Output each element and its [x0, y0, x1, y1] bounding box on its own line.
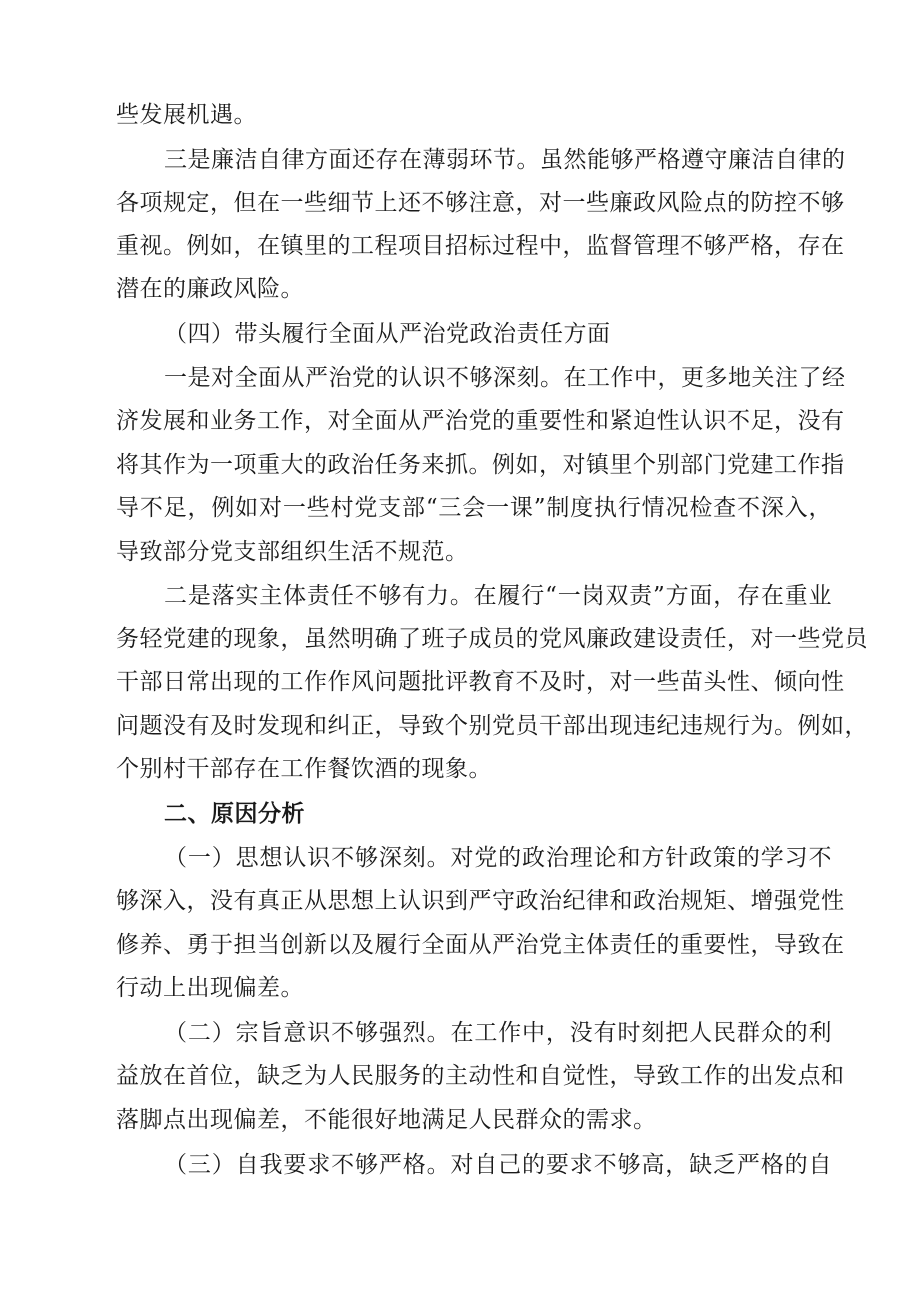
paragraph-line: 潜在的廉政风险。: [116, 276, 304, 302]
paragraph-line: 够深入，没有真正从思想上认识到严守政治纪律和政治规矩、增强党性: [116, 888, 845, 914]
paragraph-line: （三）自我要求不够严格。对自己的要求不够高，缺乏严格的自: [164, 1152, 832, 1178]
paragraph-line: 导致部分党支部组织生活不规范。: [116, 539, 469, 565]
paragraph-line: （二）宗旨意识不够强烈。在工作中，没有时刻把人民群众的利: [164, 1020, 832, 1046]
paragraph-line: 三是廉洁自律方面还存在薄弱环节。虽然能够严格遵守廉洁自律的: [164, 147, 846, 173]
paragraph-line: 修养、勇于担当创新以及履行全面从严治党主体责任的重要性，导致在: [116, 932, 845, 958]
paragraph-line: 问题没有及时发现和纠正，导致个别党员干部出现违纪违规行为。例如，: [116, 713, 868, 739]
paragraph-line: （一）思想认识不够深刻。对党的政治理论和方针政策的学习不: [164, 845, 832, 871]
paragraph-line: 将其作为一项重大的政治任务来抓。例如，对镇里个别部门党建工作指: [116, 452, 845, 478]
paragraph-line: 济发展和业务工作，对全面从严治党的重要性和紧迫性认识不足，没有: [116, 408, 845, 434]
section-subheading: （四）带头履行全面从严治党政治责任方面: [164, 321, 611, 347]
paragraph-line: 落脚点出现偏差，不能很好地满足人民群众的需求。: [116, 1107, 657, 1133]
paragraph-line: 导不足，例如对一些村党支部“三会一课”制度执行情况检查不深入，: [116, 495, 832, 521]
paragraph-line: 各项规定，但在一些细节上还不够注意，对一些廉政风险点的防控不够: [116, 190, 845, 216]
paragraph-line: 重视。例如，在镇里的工程项目招标过程中，监督管理不够严格，存在: [116, 233, 845, 259]
section-heading: 二、原因分析: [164, 801, 305, 827]
paragraph-line: 一是对全面从严治党的认识不够深刻。在工作中，更多地关注了经: [164, 365, 846, 391]
paragraph-line: 行动上出现偏差。: [116, 975, 304, 1001]
paragraph-line: 务轻党建的现象，虽然明确了班子成员的党风廉政建设责任，对一些党员: [116, 626, 868, 652]
paragraph-line: 干部日常出现的工作作风问题批评教育不及时，对一些苗头性、倾向性: [116, 669, 845, 695]
paragraph-line: 益放在首位，缺乏为人民服务的主动性和自觉性，导致工作的出发点和: [116, 1063, 845, 1089]
paragraph-line: 二是落实主体责任不够有力。在履行“一岗双责”方面，存在重业: [164, 583, 832, 609]
paragraph-line: 些发展机遇。: [116, 102, 257, 128]
paragraph-line: 个别村干部存在工作餐饮酒的现象。: [116, 756, 492, 782]
